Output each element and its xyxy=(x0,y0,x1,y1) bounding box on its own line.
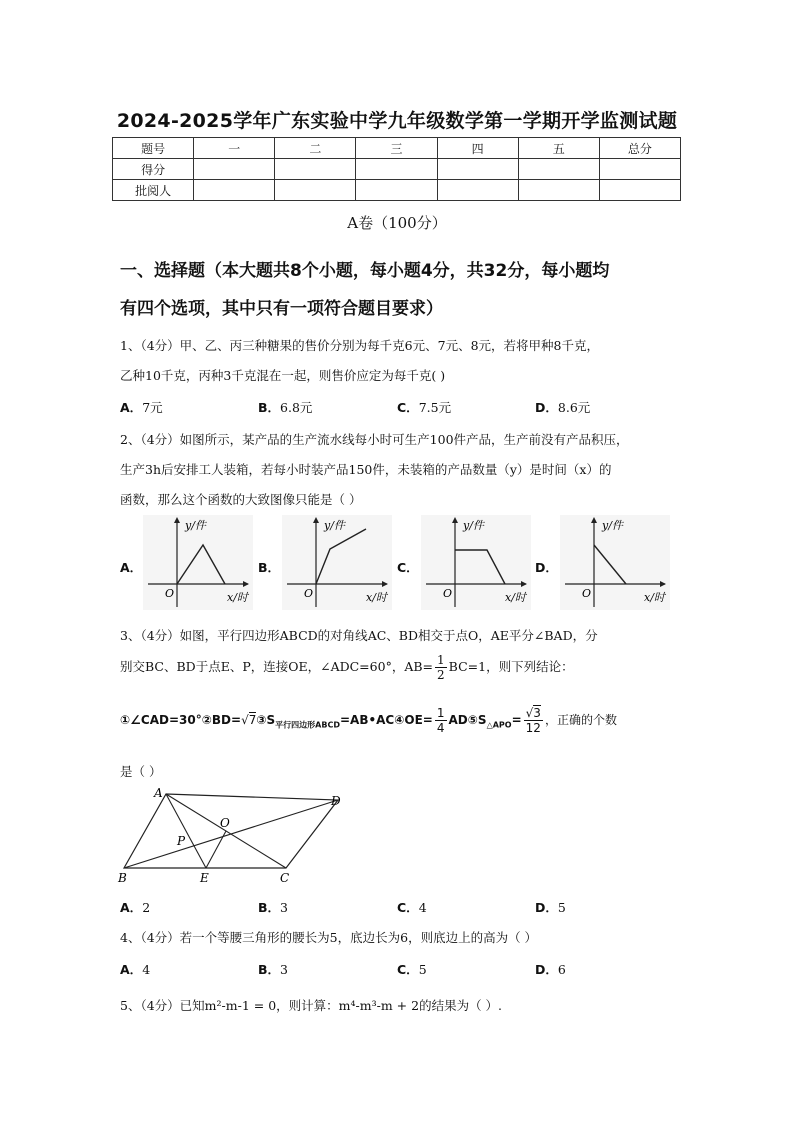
q2-graph-label-c: C． xyxy=(397,560,419,575)
point-a-label: A xyxy=(154,786,163,800)
section-a-heading: A卷（100分） xyxy=(347,214,447,232)
q1-line2: 乙种10千克，丙种3千克混在一起，则售价应定为每千克( ) xyxy=(120,368,446,383)
score-cell xyxy=(437,159,518,180)
score-cell: 题号 xyxy=(113,138,194,159)
q1-option-a: A．7元 xyxy=(120,400,163,415)
q5-expression-2: m⁴-m³-m + 2 xyxy=(338,998,420,1013)
score-cell: 一 xyxy=(194,138,275,159)
q2-graph-c xyxy=(421,515,531,610)
q1-option-c: C．7.5元 xyxy=(397,400,452,415)
score-cell: 得分 xyxy=(113,159,194,180)
page-title: 2024-2025学年广东实验中学九年级数学第一学期开学监测试题 xyxy=(116,110,678,132)
q4-line1: 4、（4分）若一个等腰三角形的腰长为5，底边长为6，则底边上的高为（ ） xyxy=(120,930,538,945)
point-d-label: D xyxy=(331,794,341,808)
x-axis-label: x/时 xyxy=(366,591,387,604)
score-cell xyxy=(437,180,518,201)
score-cell xyxy=(356,180,437,201)
q3-line3: $①\angle CAD=30^\circ ②BD=√7③S_{平行四边形ABCD}=AB•AC④OE=$ $\frac{1}{4}$ $AD⑤S_{\triangle APO}=$ $\frac{√3}{12}$ ，正确的个数 xyxy=(120,706,617,735)
q3-line2: 别交BC、BD于点E、P，连接OE，∠ADC=60°，AB= $\frac{1}{2}$ BC=1，则下列结论： xyxy=(120,653,574,682)
score-cell: 五 xyxy=(518,138,599,159)
score-cell xyxy=(518,159,599,180)
q1-option-b: B．6.8元 xyxy=(258,400,313,415)
q5-expression-1: m²-m-1 = 0 xyxy=(204,998,277,1013)
point-b-label: B xyxy=(118,871,127,885)
score-cell xyxy=(356,159,437,180)
q3-option-d: D．5 xyxy=(535,900,566,915)
score-table-row xyxy=(113,159,681,180)
score-cell xyxy=(518,180,599,201)
score-cell: 四 xyxy=(437,138,518,159)
point-p-label: P xyxy=(177,834,186,848)
q2-graph-label-d: D． xyxy=(535,560,558,575)
score-table xyxy=(112,137,681,201)
q2-graph-label-b: B． xyxy=(258,560,281,575)
fraction-sqrt3-over-12: $\frac{√3}{12}$ xyxy=(525,706,541,735)
y-axis-label: y/件 xyxy=(463,519,484,532)
q2-line1: 2、（4分）如图所示，某产品的生产流水线每小时可生产100件产品，生产前没有产品积压， xyxy=(120,432,629,447)
origin-label: O xyxy=(443,587,453,600)
score-cell: 总分 xyxy=(599,138,680,159)
q1-line1: 1、（4分）甲、乙、丙三种糖果的售价分别为每千克6元、7元、8元，若将甲种8千克， xyxy=(120,338,599,353)
part1-heading-line2: 有四个选项，其中只有一项符合题目要求） xyxy=(120,299,443,319)
fraction-quarter: $\frac{1}{4}$ xyxy=(436,706,445,735)
x-axis-label: x/时 xyxy=(505,591,526,604)
score-table-row xyxy=(113,180,681,201)
y-axis-label: y/件 xyxy=(602,519,623,532)
segment-oe xyxy=(206,831,226,868)
q1-option-d: D．8.6元 xyxy=(535,400,591,415)
origin-label: O xyxy=(165,587,175,600)
score-cell: 三 xyxy=(356,138,437,159)
origin-label: O xyxy=(582,587,592,600)
score-cell: 批阅人 xyxy=(113,180,194,201)
origin-label: O xyxy=(304,587,314,600)
q4-option-a: A．4 xyxy=(120,962,151,977)
score-table-header-row xyxy=(113,138,681,159)
q3-parallelogram-figure xyxy=(112,786,352,890)
fraction-half: $\frac{1}{2}$ xyxy=(437,653,445,682)
q3-option-a: A．2 xyxy=(120,900,151,915)
q3-option-c: C．4 xyxy=(397,900,427,915)
q3-line1: 3、（4分）如图，平行四边形ABCD的对角线AC、BD相交于点O，AE平分∠BAD，分 xyxy=(120,628,598,643)
q4-option-d: D．6 xyxy=(535,962,566,977)
diagonal-bd xyxy=(124,800,338,868)
score-cell xyxy=(599,180,680,201)
x-axis-label: x/时 xyxy=(227,591,248,604)
y-axis-label: y/件 xyxy=(185,519,206,532)
q2-graph-d xyxy=(560,515,670,610)
q3-line4: 是（ ） xyxy=(120,764,162,779)
segment-ae xyxy=(166,794,206,868)
point-o-label: O xyxy=(220,816,230,830)
score-cell xyxy=(275,180,356,201)
part1-heading-line1: 一、选择题（本大题共8个小题，每小题4分，共32分，每小题均 xyxy=(120,261,610,281)
q2-graph-a xyxy=(143,515,253,610)
score-cell: 二 xyxy=(275,138,356,159)
q3-option-b: B．3 xyxy=(258,900,288,915)
q5-line1: 5、（4分）已知m²-m-1 = 0，则计算：m⁴-m³-m + 2的结果为（ ）. xyxy=(120,998,503,1013)
score-cell xyxy=(599,159,680,180)
score-cell xyxy=(275,159,356,180)
point-c-label: C xyxy=(280,871,290,885)
q2-graph-b xyxy=(282,515,392,610)
y-axis-label: y/件 xyxy=(324,519,345,532)
q2-graph-label-a: A． xyxy=(120,560,143,575)
score-cell xyxy=(194,180,275,201)
q4-option-c: C．5 xyxy=(397,962,427,977)
q2-line3: 函数，那么这个函数的大致图像只能是（ ） xyxy=(120,492,362,507)
x-axis-label: x/时 xyxy=(644,591,665,604)
point-e-label: E xyxy=(200,871,209,885)
parallelogram-abcd xyxy=(124,794,338,868)
q2-line2: 生产3h后安排工人装箱，若每小时装产品150件，未装箱的产品数量（y）是时间（x）的 xyxy=(120,462,612,477)
score-cell xyxy=(194,159,275,180)
q4-option-b: B．3 xyxy=(258,962,288,977)
